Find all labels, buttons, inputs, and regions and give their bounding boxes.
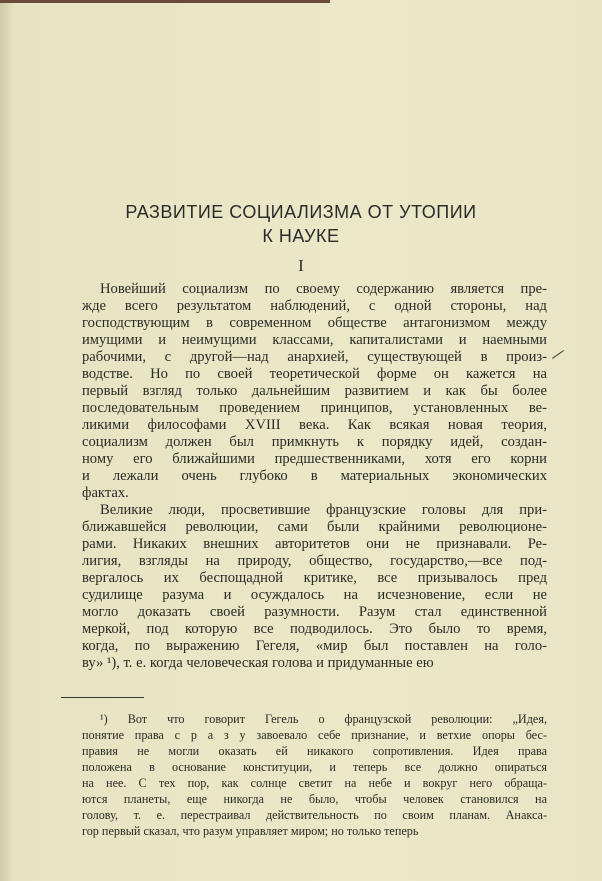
- section-number: I: [298, 256, 304, 275]
- text-line: Великие люди, просветившие французские головы для при-: [100, 502, 547, 518]
- text-line: лигия, взгляды на природу, общество, государство,—все под-: [82, 553, 547, 569]
- body-text: [82, 281, 547, 672]
- text-line: имущими и неимущими классами, капиталистами и наемными: [82, 332, 547, 348]
- text-line: ному его ближайшими предшественниками, хотя его корни: [82, 451, 547, 467]
- paragraph-1: [82, 281, 547, 502]
- text-line: судилище разума и осуждалось на исчезновение, если не: [82, 587, 547, 603]
- chapter-title-line-1: РАЗВИТИЕ СОЦИАЛИЗМА ОТ УТОПИИ: [125, 202, 477, 222]
- paragraph-2: [82, 502, 547, 672]
- text-line: ются планеты, еще никогда не было, чтобы человек становился на: [82, 792, 547, 806]
- text-line: ву» ¹), т. е. когда человеческая голова и придуманные ею: [82, 655, 434, 671]
- text-line: понятие права с р а з у завоевало себе признание, и ветхие опоры бес-: [82, 728, 547, 742]
- text-line: гор первый сказал, что разум управляет миром; но только теперь: [82, 824, 419, 838]
- text-line: могло доказать своей разумности. Разум стал единственной: [82, 604, 547, 620]
- text-line: рабочими, с другой—над анархией, существующей в произ-: [82, 349, 547, 365]
- margin-pencil-mark: [552, 350, 564, 359]
- text-line: на нее. С тех пор, как солнце светит на небе и вокруг него обраща-: [82, 776, 547, 790]
- text-line: и лежали очень глубоко в материальных экономических: [82, 468, 547, 484]
- text-line: голову, т. е. перестраивал действительность по своим планам. Анакса-: [82, 808, 547, 822]
- text-line: фактах.: [82, 485, 129, 501]
- text-line: последовательным проведением принципов, установленных ве-: [82, 400, 547, 416]
- text-line: ¹) Вот что говорит Гегель о французской революции: „Идея,: [100, 712, 547, 726]
- text-line: ликими философами XVIII века. Как всякая новая теория,: [82, 417, 547, 433]
- chapter-title-line-2: К НАУКЕ: [262, 226, 340, 246]
- text-line: положена в основание конституции, и теперь все должно опираться: [82, 760, 547, 774]
- scan-edge: [0, 0, 330, 3]
- text-line: рами. Никаких внешних авторитетов они не признавали. Ре-: [82, 536, 547, 552]
- text-line: ближавшейся революции, сами были крайними революционе-: [82, 519, 547, 535]
- footnote-divider: [61, 697, 144, 698]
- text-line: социализм должен был примкнуть к порядку идей, создан-: [82, 434, 547, 450]
- text-line: господствующим в современном обществе антагонизмом между: [82, 315, 547, 331]
- text-line: первый взгляд только дальнейшим развитием и как бы более: [82, 383, 547, 399]
- text-line: Новейший социализм по своему содержанию является пре-: [100, 281, 547, 297]
- footnote: [82, 711, 547, 839]
- text-line: правия не могли оказать ей никакого сопротивления. Идея права: [82, 744, 547, 758]
- text-line: когда, по выражению Гегеля, «мир был поставлен на голо-: [82, 638, 547, 654]
- text-line: вергалось их беспощадной критике, все призывалось пред: [82, 570, 547, 586]
- text-line: меркой, под которую все подводилось. Это было то время,: [82, 621, 547, 637]
- text-line: водстве. Но по своей теоретической форме он кажется на: [82, 366, 547, 382]
- text-line: жде всего результатом наблюдений, с одной стороны, над: [82, 298, 547, 314]
